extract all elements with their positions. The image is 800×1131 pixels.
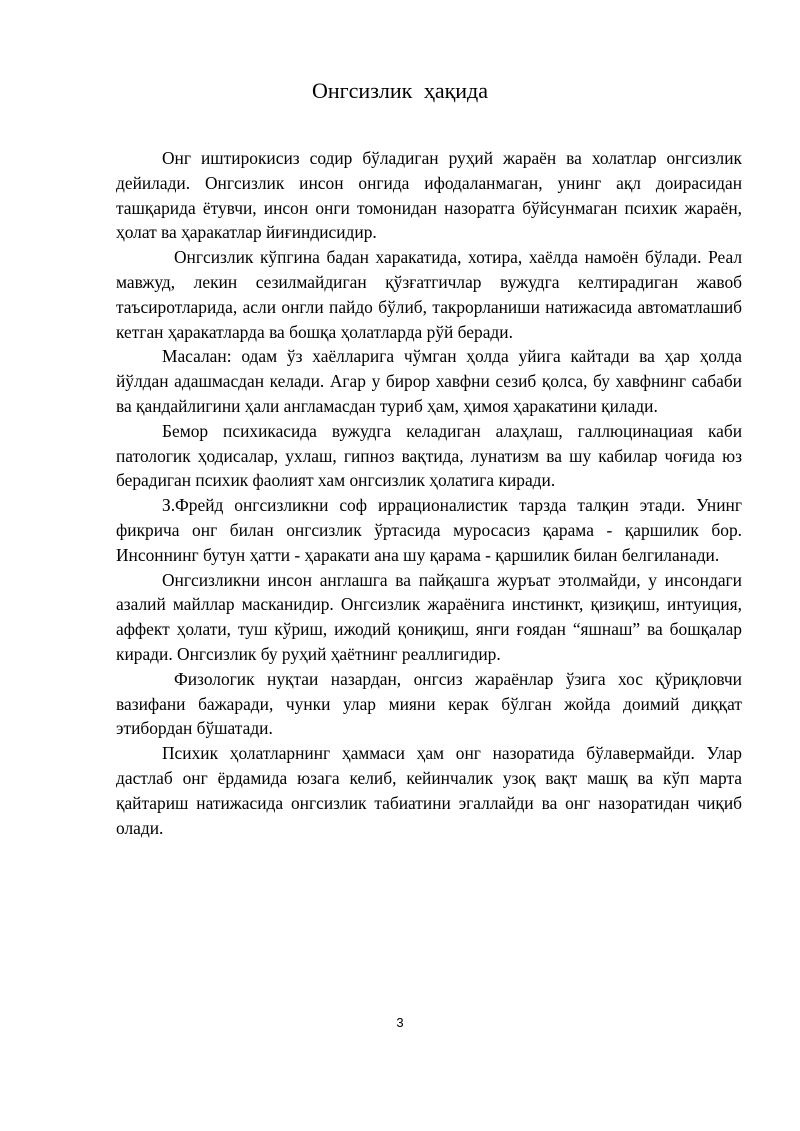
- paragraph-physiology: Физологик нуқтаи назардан, онгсиз жараёнлар ўзига хос қўриқловчи вазифани бажаради, чунки улар мияни керак бўлган жойда доимий диққат этибордан бўшатади.: [116, 668, 742, 739]
- paragraph-pathology: Бемор психикасида вужудга келадиган алаҳлаш, галлюцинациая каби патологик ҳодисалар, ухлаш, гипноз вақтида, лунатизм ва шу кабилар чоғида юз берадиган психик фаолият хам онгсизлик ҳолатига киради.: [116, 420, 742, 491]
- paragraph-example: Масалан: одам ўз хаёлларига чўмган ҳолда уйига кайтади ва ҳар ҳолда йўлдан адашмасдан келади. Агар у бирор хавфни сезиб қолса, бу хавфнинг сабаби ва қандайлигини ҳали англамасдан туриб ҳам, ҳимоя ҳаракатини қилади.: [116, 346, 742, 416]
- paragraph-manifestation: Онгсизлик кўпгина бадан харакатида, хотира, хаёлда намоён бўлади. Реал мавжуд, лекин сезилмайдиган қўзғатгичлар вужудга келтирадиган жавоб таъсиротларида, асли онгли пайдо бўлиб, такрорланиши натижасида автоматлашиб кетган ҳаракатларда ва бошқа ҳолатларда рўй беради.: [116, 247, 742, 342]
- page-number: 3: [396, 1015, 404, 1030]
- paragraph-definition: Онг иштирокисиз содир бўладиган руҳий жараён ва холатлар онгсизлик дейилади. Онгсизлик инсон онгида ифодаланмаган, унинг ақл доирасидан ташқарида ётувчи, инсон онги томонидан назоратга бўйсунмаган психик жараён, ҳолат ва ҳаракатлар йиғиндисидир.: [116, 148, 742, 243]
- paragraph-freud: З.Фрейд онгсизликни соф иррационалистик тарзда талқин этади. Унинг фикрича онг билан онгсизлик ўртасида муросасиз қарама - қаршилик бор. Инсоннинг бутун ҳатти - ҳаракати ана шу қарама - қаршилик билан белгиланади.: [116, 495, 742, 565]
- page-title: Онгсизлик ҳақида: [311, 78, 489, 103]
- paragraph-instincts: Онгсизликни инсон англашга ва пайқашга журъат этолмайди, у инсондаги азалий майллар масканидир. Онгсизлик жараёнига инстинкт, қизиқиш, интуиция, аффект ҳолати, туш кўриш, ижодий қониқиш, янги ғоядан “яшнаш” ва бошқалар киради. Онгсизлик бу руҳий ҳаётнинг реаллигидир.: [116, 569, 742, 664]
- document-body: [116, 146, 742, 840]
- paragraph-psychic-states: Психик ҳолатларнинг ҳаммаси ҳам онг назоратида бўлавермайди. Улар дастлаб онг ёрдамида юзага келиб, кейинчалик узоқ вақт машқ ва кўп марта қайтариш натижасида онгсизлик табиатини эгаллайди ва онг назоратидан чиқиб олади.: [116, 743, 742, 838]
